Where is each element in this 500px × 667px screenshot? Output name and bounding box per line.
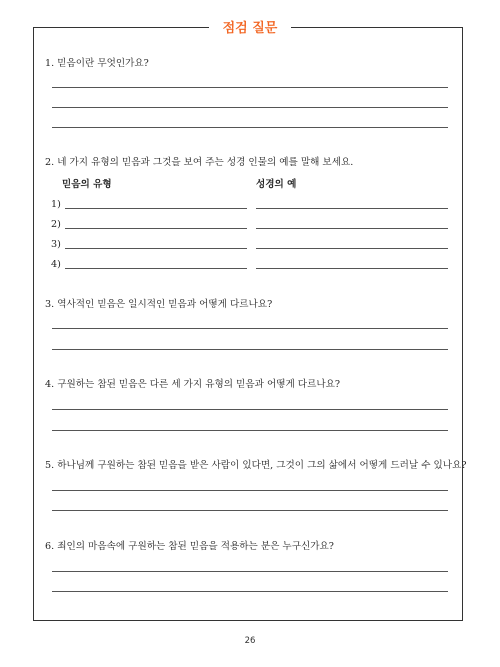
answer-line-q3-1[interactable] bbox=[52, 328, 448, 329]
faith-type-line-3[interactable] bbox=[65, 248, 247, 249]
answer-line-q5-1[interactable] bbox=[52, 490, 448, 491]
question-2: 2. 네 가지 유형의 믿음과 그것을 보여 주는 성경 인물의 예를 말해 보세요. bbox=[45, 157, 354, 168]
row-number-2: 2) bbox=[51, 219, 61, 230]
answer-line-q3-2[interactable] bbox=[52, 349, 448, 350]
faith-type-line-2[interactable] bbox=[65, 228, 247, 229]
faith-type-line-1[interactable] bbox=[65, 208, 247, 209]
answer-line-q1-3[interactable] bbox=[52, 127, 448, 128]
page-number: 26 bbox=[244, 636, 256, 646]
answer-line-q4-2[interactable] bbox=[52, 430, 448, 431]
question-5: 5. 하나님께 구원하는 참된 믿음을 받은 사람이 있다면, 그것이 그의 삶에서 어떻게 드러날 수 있나요? bbox=[45, 460, 467, 471]
row-number-3: 3) bbox=[51, 239, 61, 250]
column-header-bible-example: 성경의 예 bbox=[256, 179, 297, 190]
answer-line-q6-2[interactable] bbox=[52, 591, 448, 592]
question-6: 6. 죄인의 마음속에 구원하는 참된 믿음을 적용하는 분은 누구신가요? bbox=[45, 541, 334, 552]
page-title: 점검 질문 bbox=[209, 19, 292, 39]
faith-type-line-4[interactable] bbox=[65, 268, 247, 269]
answer-line-q1-1[interactable] bbox=[52, 87, 448, 88]
answer-line-q5-2[interactable] bbox=[52, 510, 448, 511]
bible-example-line-1[interactable] bbox=[256, 208, 448, 209]
answer-line-q4-1[interactable] bbox=[52, 409, 448, 410]
question-3: 3. 역사적인 믿음은 일시적인 믿음과 어떻게 다르나요? bbox=[45, 299, 273, 310]
answer-line-q6-1[interactable] bbox=[52, 571, 448, 572]
answer-line-q1-2[interactable] bbox=[52, 107, 448, 108]
bible-example-line-4[interactable] bbox=[256, 268, 448, 269]
page-frame bbox=[33, 27, 463, 621]
row-number-1: 1) bbox=[51, 199, 61, 210]
column-header-faith-type: 믿음의 유형 bbox=[62, 179, 112, 190]
question-1: 1. 믿음이란 무엇인가요? bbox=[45, 58, 149, 69]
row-number-4: 4) bbox=[51, 259, 61, 270]
bible-example-line-3[interactable] bbox=[256, 248, 448, 249]
question-4: 4. 구원하는 참된 믿음은 다른 세 가지 유형의 믿음과 어떻게 다르나요? bbox=[45, 379, 341, 390]
bible-example-line-2[interactable] bbox=[256, 228, 448, 229]
